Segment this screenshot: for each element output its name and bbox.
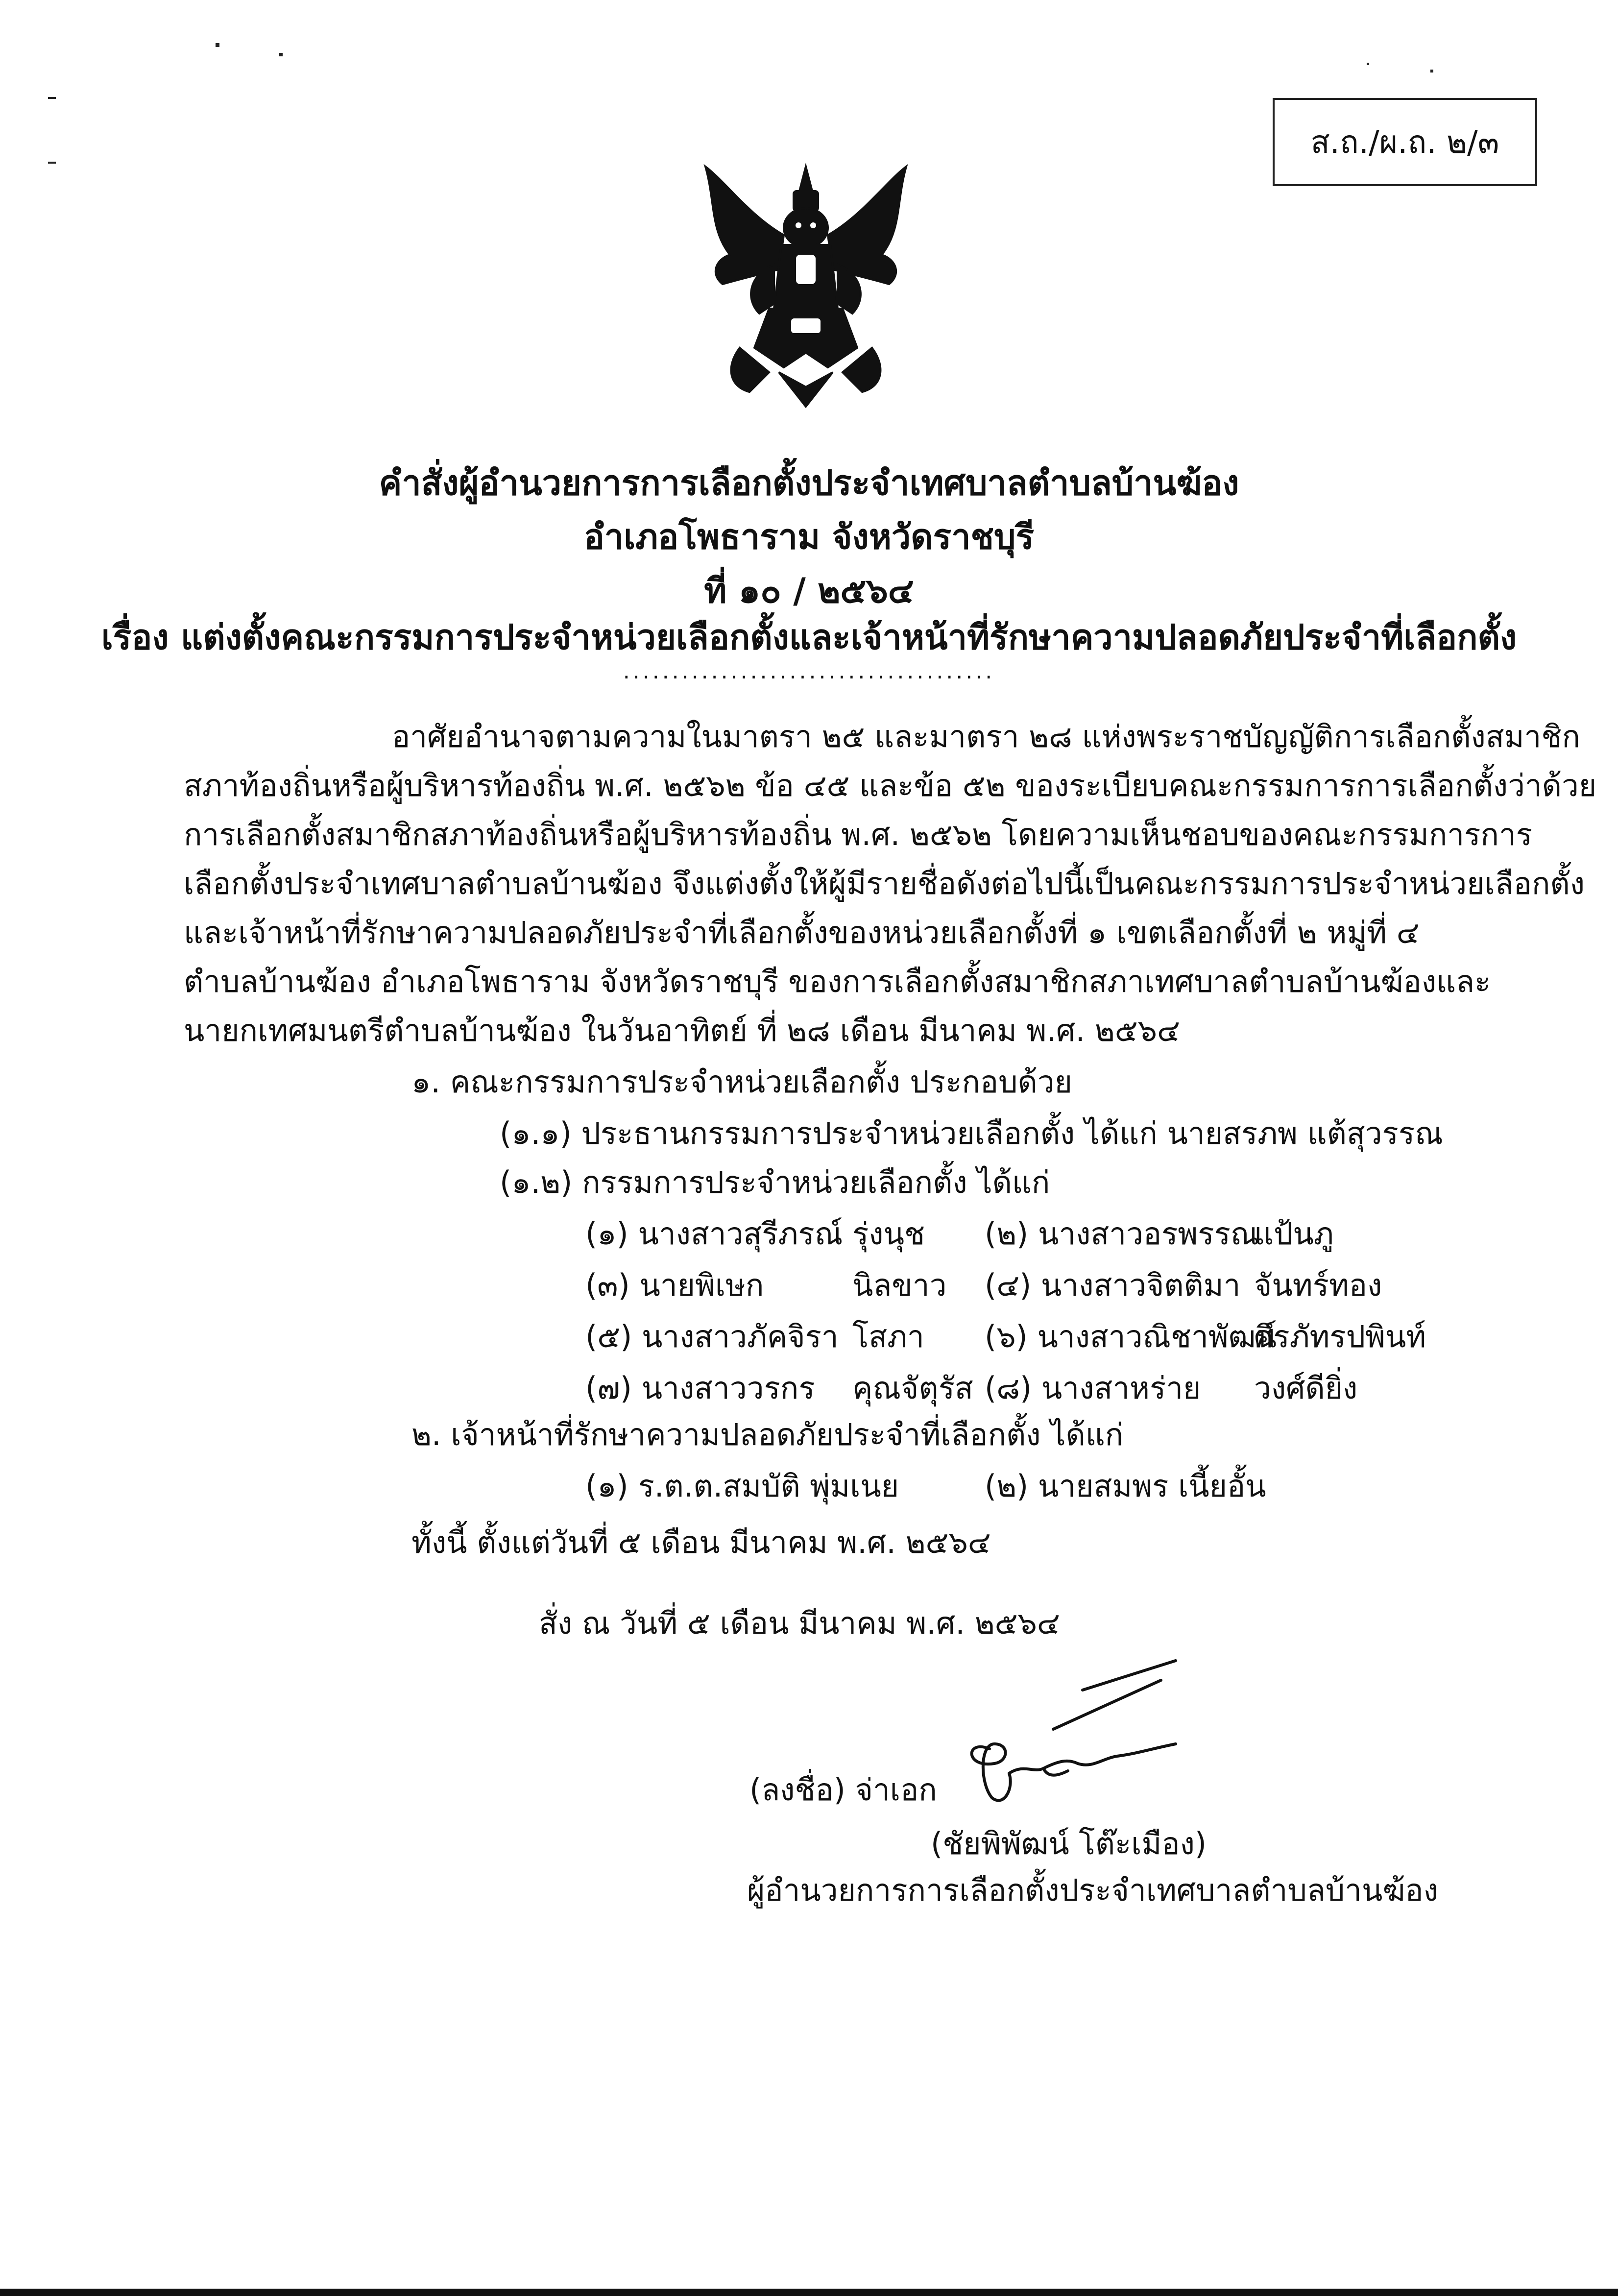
- signed-label: (ลงชื่อ) จ่าเอก: [749, 1772, 937, 1808]
- handwritten-signature: [945, 1651, 1200, 1813]
- member-first-name: (๓) นายพิเษก: [585, 1267, 764, 1303]
- scan-speck: [216, 43, 219, 47]
- form-code-box: [1273, 98, 1537, 186]
- scan-speck: [1430, 70, 1433, 73]
- section-2-title: ๒. เจ้าหน้าที่รักษาความปลอดภัยประจำที่เลือกตั้ง ได้แก่: [411, 1417, 1124, 1452]
- committee-line: (๑.๒) กรรมการประจำหน่วยเลือกตั้ง ได้แก่: [500, 1164, 1050, 1200]
- scan-speck: [1367, 63, 1369, 65]
- body-line: และเจ้าหน้าที่รักษาความปลอดภัยประจำที่เลือกตั้งของหน่วยเลือกตั้งที่ ๑ เขตเลือกตั้งที่ ๒ หมู่ที่ ๔: [184, 915, 1420, 950]
- form-code: ส.ถ./ผ.ถ. ๒/๓: [1310, 124, 1499, 161]
- member-last-name: คุณจัตุรัส: [852, 1370, 973, 1406]
- chairman-line: (๑.๑) ประธานกรรมการประจำหน่วยเลือกตั้ง ได้แก่ นายสรภพ แต้สุวรรณ: [500, 1115, 1443, 1151]
- member-first-name: (๘) นางสาหร่าย: [985, 1370, 1201, 1406]
- signer-name: (ชัยพิพัฒน์ โต๊ะเมือง): [931, 1826, 1207, 1861]
- garuda-emblem: [696, 162, 916, 416]
- heading-line-1: คำสั่งผู้อำนวยการการเลือกตั้งประจำเทศบาลตำบลบ้านฆ้อง: [379, 463, 1239, 503]
- effective-date: ทั้งนี้ ตั้งแต่วันที่ ๕ เดือน มีนาคม พ.ศ. ๒๕๖๔: [411, 1524, 991, 1560]
- body-line: นายกเทศมนตรีตำบลบ้านฆ้อง ในวันอาทิตย์ ที่ ๒๘ เดือน มีนาคม พ.ศ. ๒๕๖๔: [184, 1013, 1180, 1048]
- heading-line-2: อำเภอโพธาราม จังหวัดราชบุรี: [583, 517, 1035, 557]
- heading-divider: ......................................: [623, 659, 995, 684]
- member-last-name: จันทร์ทอง: [1254, 1267, 1382, 1303]
- order-date: สั่ง ณ วันที่ ๕ เดือน มีนาคม พ.ศ. ๒๕๖๔: [539, 1605, 1060, 1641]
- body-line: อาศัยอำนาจตามความในมาตรา ๒๕ และมาตรา ๒๘ แห่งพระราชบัญญัติการเลือกตั้งสมาชิก: [392, 719, 1580, 754]
- member-first-name: (๕) นางสาวภัคจิรา: [585, 1319, 839, 1354]
- member-first-name: (๑) นางสาวสุรีภรณ์: [585, 1216, 843, 1252]
- member-first-name: (๗) นางสาววรกร: [585, 1370, 815, 1406]
- member-first-name: (๔) นางสาวจิตติมา: [985, 1267, 1241, 1303]
- member-last-name: ศิรภัทรปพินท์: [1254, 1319, 1426, 1354]
- signer-position: ผู้อำนวยการการเลือกตั้งประจำเทศบาลตำบลบ้านฆ้อง: [747, 1872, 1438, 1908]
- body-line: สภาท้องถิ่นหรือผู้บริหารท้องถิ่น พ.ศ. ๒๕๖๒ ข้อ ๔๕ และข้อ ๕๒ ของระเบียบคณะกรรมการการเลือกตั้งว่าด้วย: [184, 768, 1597, 803]
- member-first-name: (๒) นางสาวอรพรรณ: [985, 1216, 1259, 1252]
- member-last-name: โสภา: [852, 1319, 924, 1354]
- section-1-title: ๑. คณะกรรมการประจำหน่วยเลือกตั้ง ประกอบด้วย: [411, 1064, 1072, 1100]
- member-last-name: นิลขาว: [852, 1267, 947, 1303]
- scan-speck: [279, 53, 283, 56]
- member-last-name: วงศ์ดียิ่ง: [1254, 1370, 1358, 1406]
- scan-speck: [48, 97, 56, 99]
- subject-line: เรื่อง แต่งตั้งคณะกรรมการประจำหน่วยเลือกตั้งและเจ้าหน้าที่รักษาความปลอดภัยประจำที่เลือกตั้ง: [101, 617, 1517, 657]
- body-line: การเลือกตั้งสมาชิกสภาท้องถิ่นหรือผู้บริหารท้องถิ่น พ.ศ. ๒๕๖๒ โดยความเห็นชอบของคณะกรรมการการ: [184, 817, 1533, 852]
- order-number: ที่ ๑๐ / ๒๕๖๔: [704, 571, 914, 611]
- scan-edge-line: [0, 2289, 1618, 2296]
- member-last-name: แป้นภู: [1254, 1216, 1334, 1252]
- scan-speck: [48, 162, 56, 164]
- body-line: ตำบลบ้านฆ้อง อำเภอโพธาราม จังหวัดราชบุรี ของการเลือกตั้งสมาชิกสภาเทศบาลตำบลบ้านฆ้องและ: [184, 964, 1491, 999]
- member-last-name: รุ่งนุช: [852, 1216, 925, 1252]
- body-line: เลือกตั้งประจำเทศบาลตำบลบ้านฆ้อง จึงแต่งตั้งให้ผู้มีรายชื่อดังต่อไปนี้เป็นคณะกรรมการประจำหน่วยเลือกตั้ง: [184, 866, 1585, 901]
- guard-name: (๑) ร.ต.ต.สมบัติ พุ่มเนย: [585, 1468, 899, 1504]
- guard-name: (๒) นายสมพร เนี้ยอั้น: [985, 1468, 1266, 1504]
- member-first-name: (๖) นางสาวณิชาพัฒน์: [985, 1319, 1277, 1354]
